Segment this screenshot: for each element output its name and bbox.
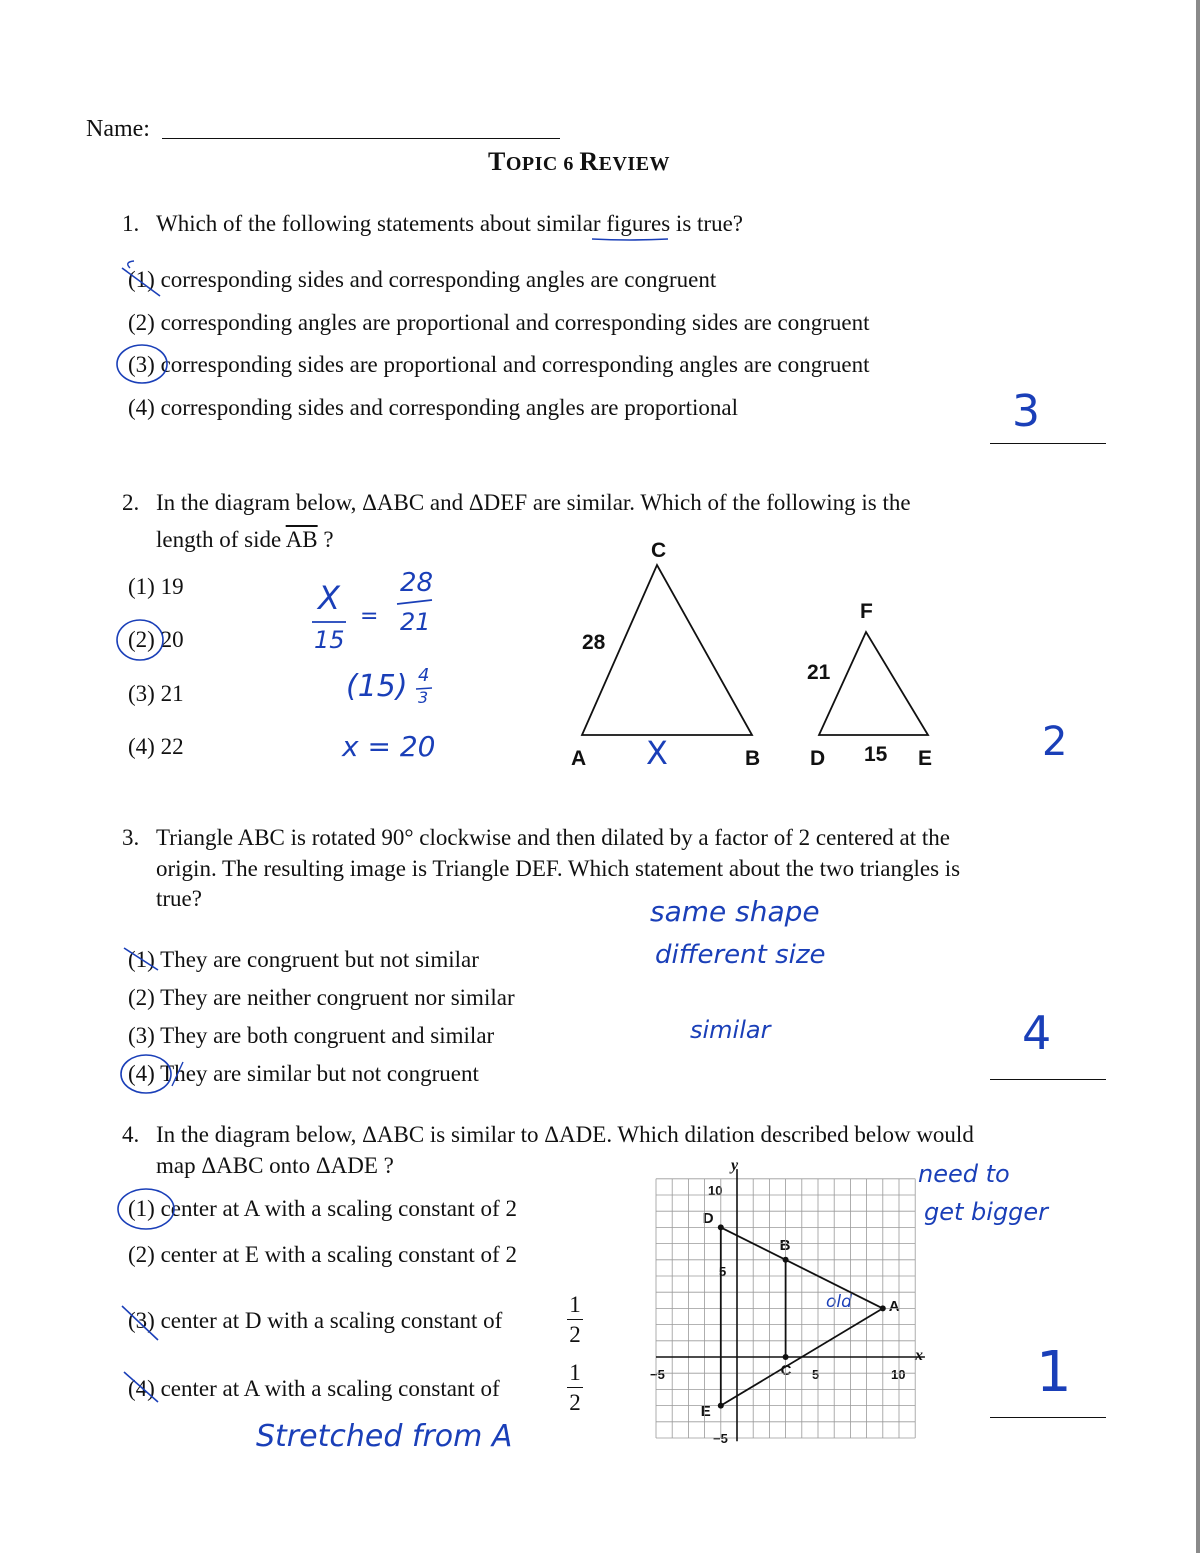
q4-option-1: (1) center at A with a scaling constant of 2 bbox=[128, 1196, 517, 1221]
q2-work-eq: = bbox=[360, 604, 379, 629]
q4-option-1-circle bbox=[118, 1189, 174, 1229]
q4-text-line2: map ΔABC onto ΔADE ? bbox=[156, 1153, 394, 1178]
tri-def-label-e: E bbox=[918, 747, 933, 770]
tri-def-side-df: 21 bbox=[807, 661, 831, 684]
q2-work-den1: 15 bbox=[314, 626, 345, 654]
q2-work-step: (15) bbox=[346, 669, 408, 704]
q2-work-num2: 28 bbox=[400, 568, 434, 598]
q3-text-line3: true? bbox=[156, 886, 202, 911]
q3-note-same-shape: same shape bbox=[650, 895, 820, 928]
graph-point-c bbox=[783, 1354, 789, 1360]
q1-option-3-circle bbox=[117, 345, 167, 383]
q2-work-x: X bbox=[318, 579, 340, 617]
graph-y-tick-neg5: −5 bbox=[713, 1431, 728, 1446]
q3-text-line1: Triangle ABC is rotated 90° clockwise and then dilated by a factor of 2 centered at the bbox=[156, 825, 950, 850]
graph-point-label-a: A bbox=[888, 1298, 900, 1316]
name-label: Name: bbox=[86, 116, 150, 142]
q4-number: 4. bbox=[122, 1122, 140, 1147]
tri-abc-label-b: B bbox=[745, 747, 761, 770]
q4-option-4-cross-mark bbox=[124, 1372, 158, 1402]
q3-answer: 4 bbox=[1022, 1006, 1052, 1060]
tri-abc-label-a: A bbox=[571, 747, 587, 770]
q1-answer: 3 bbox=[1012, 386, 1040, 437]
graph-x-axis-label: x bbox=[915, 1347, 923, 1364]
q3-option-1: (1) They are congruent but not similar bbox=[128, 947, 479, 972]
q3-number: 3. bbox=[122, 825, 140, 850]
graph-x-tick-5: 5 bbox=[812, 1367, 820, 1382]
triangle-abc bbox=[582, 565, 752, 735]
q3-option-4-slash bbox=[172, 1062, 183, 1086]
q3-option-3: (3) They are both congruent and similar bbox=[128, 1023, 495, 1048]
q2-option-3: (3) 21 bbox=[128, 681, 184, 706]
q4-option-4-fraction: 1 2 bbox=[567, 1361, 583, 1414]
graph-point-d bbox=[718, 1224, 724, 1230]
tri-def-label-f: F bbox=[860, 600, 873, 623]
q1-option-1-cross-tick bbox=[128, 261, 134, 268]
q4-option-3-fraction: 1 2 bbox=[567, 1293, 583, 1346]
graph-x-tick-neg5: −5 bbox=[650, 1367, 665, 1382]
graph-point-label-c: C bbox=[780, 1362, 792, 1379]
q1-number: 1. bbox=[122, 211, 140, 236]
q2-option-4: (4) 22 bbox=[128, 734, 184, 759]
q2-option-2: (2) 20 bbox=[128, 627, 184, 652]
q4-note-stretched: Stretched from A bbox=[256, 1419, 513, 1454]
q2-answer: 2 bbox=[1042, 719, 1068, 765]
q2-work-frac-num: 4 bbox=[418, 665, 430, 686]
q2-number: 2. bbox=[122, 490, 140, 515]
q3-option-4: (4) They are similar but not congruent bbox=[128, 1061, 479, 1086]
q4-note-get-bigger: get bigger bbox=[924, 1198, 1049, 1226]
q1-option-4: (4) corresponding sides and corresponding angles are proportional bbox=[128, 395, 738, 420]
q2-work-den2: 21 bbox=[400, 608, 431, 636]
q4-option-4: (4) center at A with a scaling constant of bbox=[128, 1376, 500, 1401]
q2-work-frac-den: 3 bbox=[418, 688, 429, 707]
q1-option-2: (2) corresponding angles are proportional and corresponding sides are congruent bbox=[128, 310, 870, 335]
graph-point-label-d: D bbox=[702, 1210, 714, 1228]
tri-abc-side-ac: 28 bbox=[582, 631, 606, 654]
graph-point-a bbox=[880, 1305, 886, 1311]
graph-y-tick-10: 10 bbox=[708, 1183, 723, 1198]
q3-text-line2: origin. The resulting image is Triangle DEF. Which statement about the two triangles is bbox=[156, 856, 961, 881]
graph-note-old: old bbox=[826, 1292, 852, 1312]
tri-def-label-d: D bbox=[810, 747, 826, 770]
q2-text-line2: length of side $\overline{AB}$ ? bbox=[156, 527, 334, 552]
q4-option-3-cross-mark bbox=[122, 1306, 158, 1340]
graph-y-tick-5: 5 bbox=[719, 1264, 727, 1279]
graph-point-label-b: B bbox=[779, 1236, 791, 1254]
q3-option-1-cross-mark bbox=[124, 948, 158, 970]
graph-point-label-e: E bbox=[700, 1402, 711, 1420]
tri-abc-side-ab-x: X bbox=[646, 734, 668, 772]
q3-option-2: (2) They are neither congruent nor similar bbox=[128, 985, 515, 1010]
q4-option-2: (2) center at E with a scaling constant of 2 bbox=[128, 1242, 517, 1267]
q3-note-similar: similar bbox=[690, 1016, 771, 1044]
triangle-def bbox=[819, 632, 928, 735]
q2-option-1: (1) 19 bbox=[128, 574, 184, 599]
coordinate-grid bbox=[656, 1169, 925, 1441]
q3-note-different-size: different size bbox=[655, 940, 826, 970]
q2-option-2-circle bbox=[117, 620, 163, 660]
tri-abc-label-c: C bbox=[651, 539, 667, 562]
graph-y-axis-label: y bbox=[731, 1157, 739, 1174]
q1-option-1-cross-mark bbox=[122, 268, 160, 296]
graph-point-e bbox=[718, 1403, 724, 1409]
q2-work-fraction-bar-3 bbox=[416, 688, 432, 689]
q2-text: In the diagram below, ΔABC and ΔDEF are similar. Which of the following is the bbox=[156, 490, 911, 515]
q2-work-result: x = 20 bbox=[342, 730, 436, 763]
q4-option-3: (3) center at D with a scaling constant of bbox=[128, 1308, 503, 1333]
q2-work-fraction-bar-2 bbox=[397, 600, 432, 604]
q3-option-4-circle bbox=[121, 1055, 171, 1093]
q4-text-line1: In the diagram below, ΔABC is similar to ΔADE. Which dilation described below would bbox=[156, 1122, 974, 1147]
q1-option-1: (1) corresponding sides and corresponding angles are congruent bbox=[128, 267, 717, 292]
page-title: TOPIC 6 REVIEW bbox=[488, 147, 671, 176]
q4-answer: 1 bbox=[1036, 1340, 1072, 1405]
q1-text: Which of the following statements about similar figures is true? bbox=[156, 211, 743, 236]
tri-def-side-de: 15 bbox=[864, 743, 888, 766]
q1-option-3: (3) corresponding sides are proportional and corresponding angles are congruent bbox=[128, 352, 870, 377]
q4-note-need-to: need to bbox=[918, 1160, 1010, 1188]
graph-point-b bbox=[783, 1257, 789, 1263]
similar-underline bbox=[592, 239, 668, 240]
graph-x-tick-10: 10 bbox=[891, 1367, 906, 1382]
